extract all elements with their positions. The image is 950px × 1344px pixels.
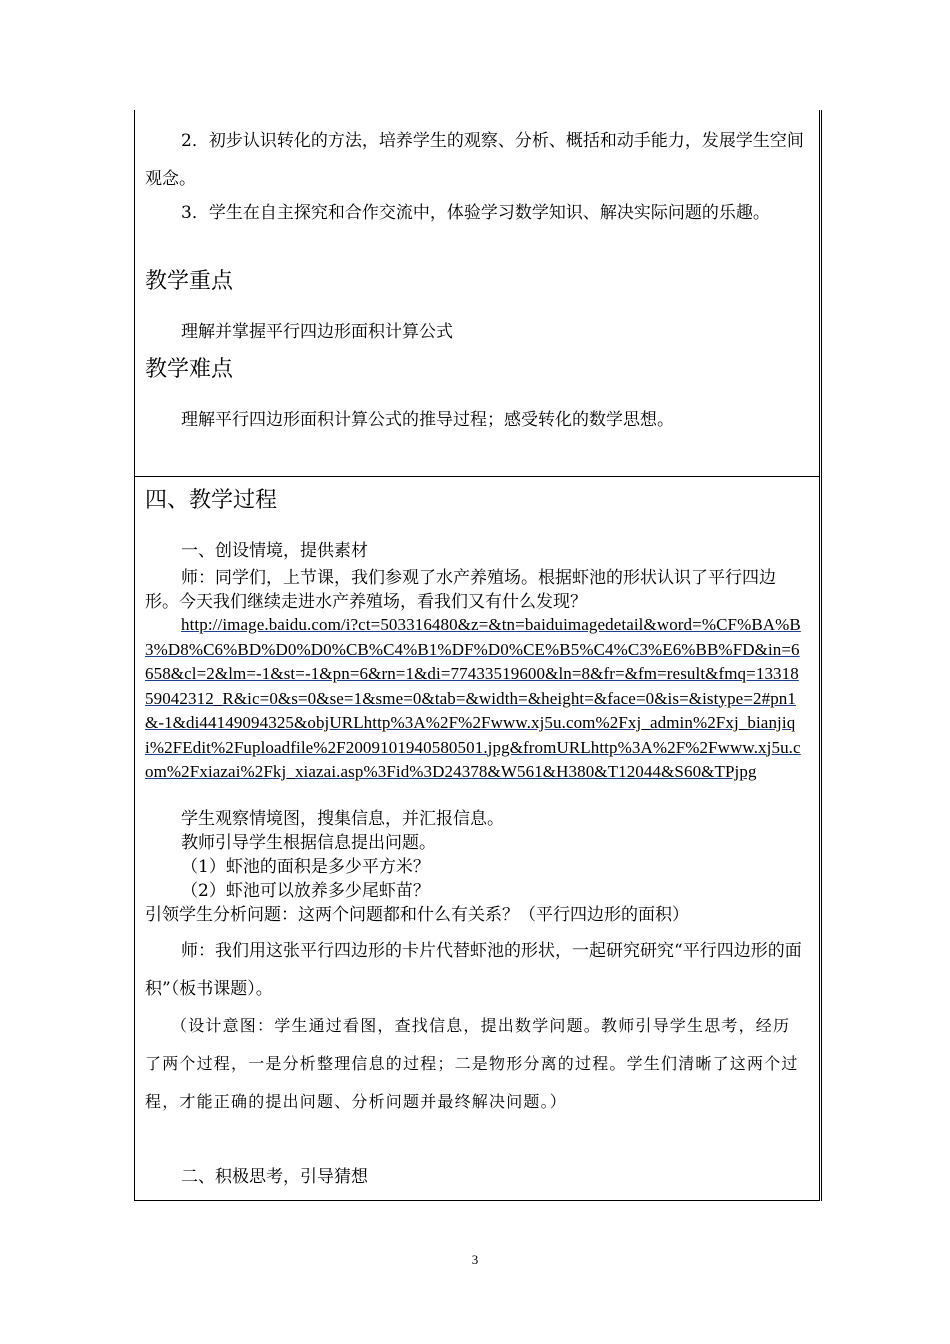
step1-title: 一、创设情境，提供素材: [181, 541, 368, 561]
difficulty-text: 理解平行四边形面积计算公式的推导过程；感受转化的数学思想。: [181, 410, 674, 430]
image-link[interactable]: http://image.baidu.com/i?ct=503316480&z=&tn=baiduimagedetail&word=%CF%BA%B3%D8%C6%BD%D0%D0%CB%C4%B1%DF%D0%CE%B5%C4%C3%E6%BB%FD&in=6658&cl=2&lm=-1&st=-1&pn=6&rn=1&di=77433519600&ln=8&fr=&fm=result&fmq=1331859042312_R&ic=0&s=0&se=1&sme=0&tab=&width=&height=&face=0&is=&istype=2#pn1&-1&di44149094325&objURLhttp%3A%2F%2Fwww.xj5u.com%2Fxj_admin%2Fxj_bianjiqi%2FEdit%2Fuploadfile%2F2009101940580501.jpg&fromURLhttp%3A%2F%2Fwww.xj5u.com%2Fxiazai%2Fkj_xiazai.asp%3Fid%3D24378&W561&H380&T12044&S60&TPjpg: [145, 615, 801, 781]
teacher-intro: 师：同学们，上节课，我们参观了水产养殖场。根据虾池的形状认识了平行四边形。今天我们继续走进水产养殖场，看我们又有什么发现？: [145, 568, 776, 612]
objectives-cell: [135, 110, 819, 477]
key-point-heading: 教学重点: [145, 269, 234, 294]
design-note: （设计意图：学生通过看图，查找信息，提出数学问题。教师引导学生思考，经历了两个过程，一是分析整理信息的过程；二是物形分离的过程。学生们清晰了这两个过程，才能正确的提出问题、分析问题并最终解决问题。）: [145, 1016, 799, 1111]
page-number: 3: [471, 1252, 479, 1267]
observe-text: 学生观察情境图，搜集信息，并汇报信息。: [181, 809, 504, 829]
process-cell: [135, 477, 819, 1201]
question-1: （1）虾池的面积是多少平方米？: [181, 857, 430, 877]
step2-title: 二、积极思考，引导猜想: [181, 1167, 368, 1187]
process-heading: 四、教学过程: [145, 488, 278, 513]
guide-text: 教师引导学生根据信息提出问题。: [181, 833, 436, 853]
question-2: （2）虾池可以放养多少尾虾苗？: [181, 881, 430, 901]
key-point-text: 理解并掌握平行四边形面积计算公式: [181, 322, 453, 342]
analyze-text: 引领学生分析问题：这两个问题都和什么有关系？（平行四边形的面积）: [145, 905, 689, 925]
teacher-topic: 师：我们用这张平行四边形的卡片代替虾池的形状，一起研究研究“平行四边形的面积”（板书课题）。: [145, 941, 802, 999]
objective-item-2: 2．初步认识转化的方法，培养学生的观察、分析、概括和动手能力，发展学生空间观念。: [145, 131, 804, 189]
objective-item-3: 3．学生在自主探究和合作交流中，体验学习数学知识、解决实际问题的乐趣。: [181, 203, 770, 223]
lesson-plan-table: [134, 110, 822, 1201]
difficulty-heading: 教学难点: [145, 357, 234, 382]
